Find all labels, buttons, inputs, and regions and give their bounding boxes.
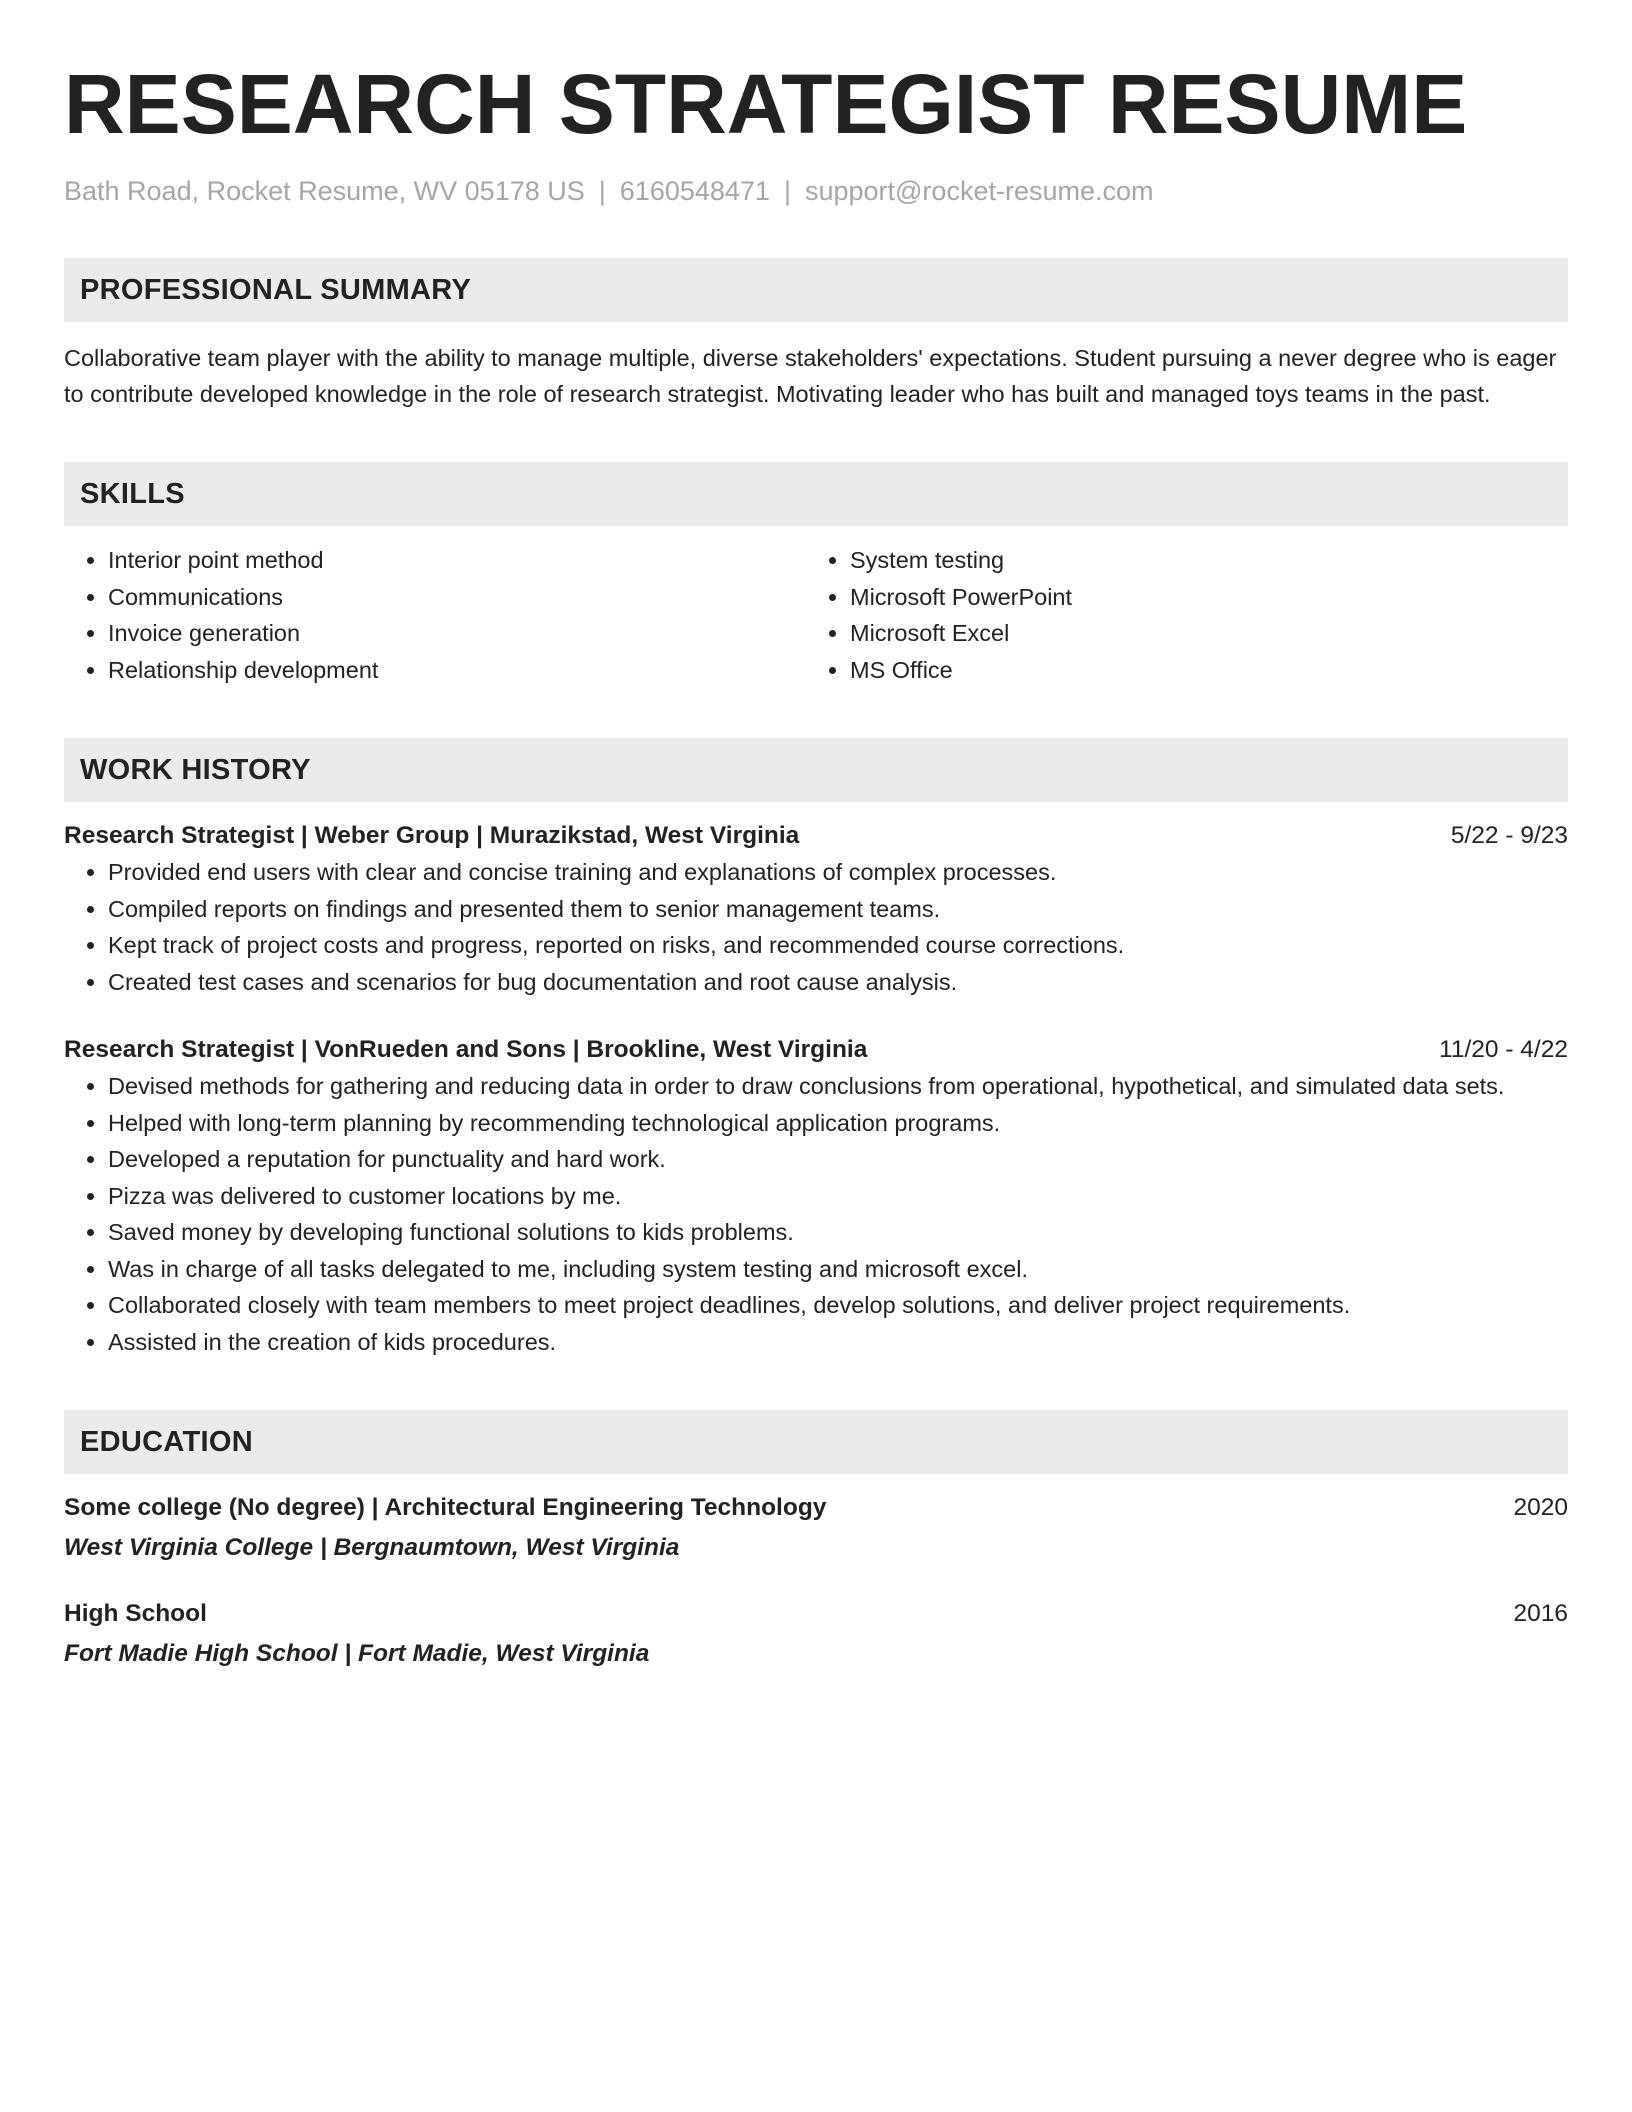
job-bullet: • Provided end users with clear and concise training and explanations of complex processes. [108, 854, 1568, 891]
job-bullets [64, 1068, 1568, 1360]
resume-page [64, 0, 1568, 1672]
job-dates: 11/20 - 4/22 [1439, 1036, 1568, 1063]
section-heading-summary: PROFESSIONAL SUMMARY [64, 258, 1568, 322]
education-year: 2020 [1513, 1494, 1568, 1521]
contact-address: Bath Road, Rocket Resume, WV 05178 US [64, 176, 585, 206]
education-school: Fort Madie High School | Fort Madie, West Virginia [64, 1640, 650, 1667]
job-bullet: • Was in charge of all tasks delegated to me, including system testing and microsoft excel. [108, 1251, 1568, 1288]
contact-phone: 6160548471 [619, 176, 770, 206]
education-degree: Some college (No degree) | Architectural Engineering Technology [64, 1494, 827, 1521]
education-degree: High School [64, 1600, 207, 1627]
job-bullet: • Compiled reports on findings and presented them to senior management teams. [108, 891, 1568, 928]
job-bullet: • Devised methods for gathering and reducing data in order to draw conclusions from operational, hypothetical, and simulated data sets. [108, 1068, 1568, 1105]
job-bullets [64, 854, 1568, 1000]
section-heading-education: EDUCATION [64, 1410, 1568, 1474]
job-bullet: • Saved money by developing functional solutions to kids problems. [108, 1214, 1568, 1251]
skill-item: • Communications [108, 579, 806, 616]
resume-title: RESEARCH STRATEGIST RESUME [64, 57, 1468, 151]
skills-column-right [806, 542, 1548, 688]
skill-item: • Interior point method [108, 542, 806, 579]
education-entry [64, 1490, 1568, 1566]
job-bullet: • Collaborated closely with team members to meet project deadlines, develop solutions, and deliver project requirements. [108, 1287, 1568, 1324]
skill-item: • Microsoft Excel [850, 615, 1548, 652]
job-bullet: • Assisted in the creation of kids procedures. [108, 1324, 1568, 1361]
section-heading-skills: SKILLS [64, 462, 1568, 526]
summary-text: Collaborative team player with the ability to manage multiple, diverse stakeholders' expectations. Student pursuing a never degree who is eager to contribute developed knowledge in the role of research strategist. Motivating leader who has built and managed toys teams in the past. [64, 345, 1557, 407]
job-bullet: • Kept track of project costs and progress, reported on risks, and recommended course corrections. [108, 927, 1568, 964]
contact-separator: | [783, 176, 791, 206]
skill-item: • Relationship development [108, 652, 806, 689]
skills-column-left [64, 542, 806, 688]
job-title: Research Strategist | Weber Group | Murazikstad, West Virginia [64, 822, 800, 849]
contact-email: support@rocket-resume.com [804, 176, 1154, 206]
section-heading-work-history: WORK HISTORY [64, 738, 1568, 802]
skill-item: • MS Office [850, 652, 1548, 689]
job-header [64, 1032, 1568, 1068]
job-dates: 5/22 - 9/23 [1450, 822, 1568, 849]
job-entry [64, 1032, 1568, 1360]
education-entry [64, 1596, 1568, 1672]
education-header [64, 1596, 1568, 1632]
education-header [64, 1490, 1568, 1526]
skills-list [64, 542, 1568, 688]
job-bullet: • Helped with long-term planning by recommending technological application programs. [108, 1105, 1568, 1142]
contact-line [64, 176, 1568, 206]
skill-item: • System testing [850, 542, 1548, 579]
contact-separator: | [598, 176, 606, 206]
job-title: Research Strategist | VonRueden and Sons | Brookline, West Virginia [64, 1036, 868, 1063]
job-bullet: • Pizza was delivered to customer locations by me. [108, 1178, 1568, 1215]
education-year: 2016 [1513, 1600, 1568, 1627]
skill-item: • Microsoft PowerPoint [850, 579, 1548, 616]
education-school: West Virginia College | Bergnaumtown, West Virginia [64, 1534, 680, 1561]
job-header [64, 818, 1568, 854]
job-bullet: • Created test cases and scenarios for bug documentation and root cause analysis. [108, 964, 1568, 1001]
job-entry [64, 818, 1568, 1000]
job-bullet: • Developed a reputation for punctuality and hard work. [108, 1141, 1568, 1178]
skill-item: • Invoice generation [108, 615, 806, 652]
